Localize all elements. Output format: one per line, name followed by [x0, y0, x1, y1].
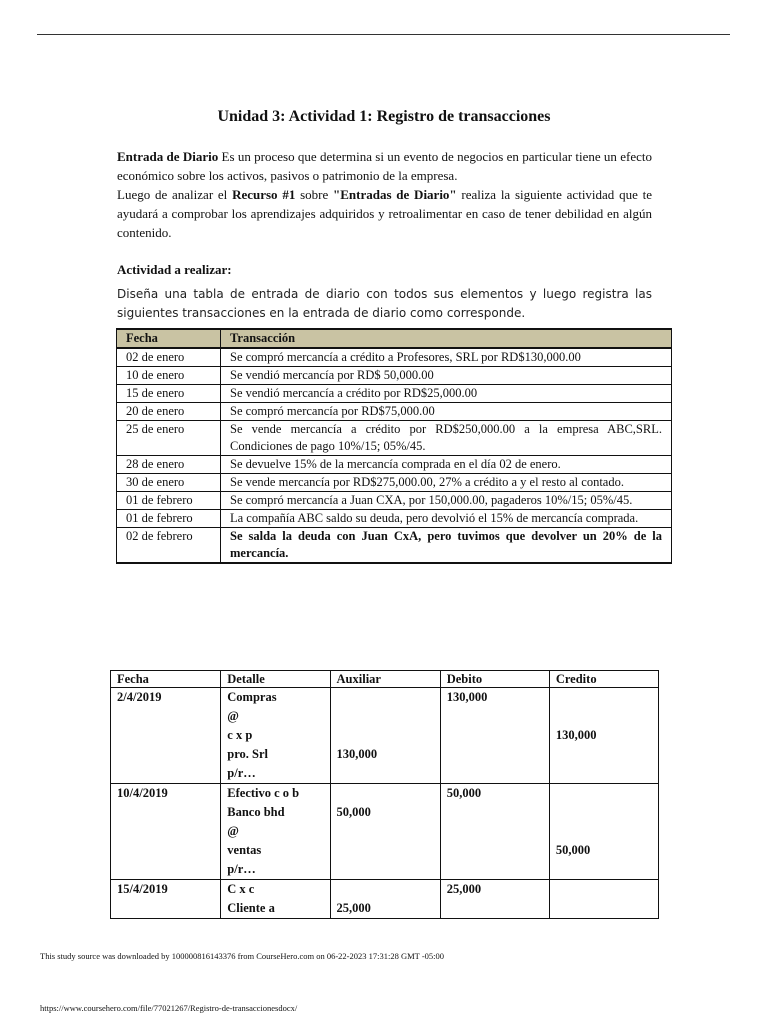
intro-text-a: Luego de analizar el: [117, 187, 233, 202]
table-row: [117, 510, 672, 528]
journal-credit: [549, 880, 658, 919]
transaction-date: 01 de febrero: [117, 510, 221, 528]
detail-line: Efectivo c o b: [227, 786, 300, 800]
intro-text-b: sobre: [295, 187, 334, 202]
intro-text-c: realiza la siguiente actividad que te ayudará a comprobar los aprendizajes adquiridos y retroalimentar en caso de tener debilidad en algún contenido.: [117, 187, 652, 240]
detail-line: Banco bhd: [227, 805, 285, 819]
debit-value: 50,000: [446, 786, 482, 800]
transaction-date: 10 de enero: [117, 367, 221, 385]
transaction-text: La compañía ABC saldo su deuda, pero devolvió el 15% de mercancía comprada.: [221, 510, 672, 528]
detail-line: ventas: [227, 843, 262, 857]
journal-header-detail: Detalle: [221, 671, 330, 688]
detail-line: Compras: [227, 690, 277, 704]
journal-header-credit: Credito: [549, 671, 658, 688]
journal-date: 2/4/2019: [111, 688, 221, 784]
table-row: [117, 367, 672, 385]
transaction-date: 25 de enero: [117, 421, 221, 456]
transaction-date: 30 de enero: [117, 474, 221, 492]
journal-auxiliary: [330, 880, 440, 919]
journal-auxiliary: [330, 688, 440, 784]
table-row: [117, 492, 672, 510]
detail-line: @: [227, 824, 239, 838]
download-notice: This study source was downloaded by 100000816143376 from CourseHero.com on 06-22-2023 17:31:28 GMT -05:00: [40, 951, 445, 961]
journal-debit: [440, 880, 549, 919]
table-row: [117, 456, 672, 474]
detail-line: p/r…: [227, 862, 256, 876]
detail-line: Cliente a: [227, 901, 275, 915]
journal-table: [110, 670, 659, 919]
table-row: [117, 474, 672, 492]
transaction-text: Se devuelve 15% de la mercancía comprada en el día 02 de enero.: [221, 456, 672, 474]
credit-value: 130,000: [555, 728, 597, 742]
source-url: https://www.coursehero.com/file/77021267/Registro-de-transaccionesdocx/: [40, 1003, 298, 1013]
journal-header-debit: Debito: [440, 671, 549, 688]
auxiliary-value: 50,000: [336, 805, 371, 819]
intro-term: Entrada de Diario: [117, 149, 219, 164]
top-rule: [37, 34, 730, 35]
detail-line: p/r…: [227, 766, 256, 780]
transaction-date: 20 de enero: [117, 403, 221, 421]
transactions-header-transaction: Transacción: [221, 329, 672, 348]
transaction-text: Se vendió mercancía por RD$ 50,000.00: [221, 367, 672, 385]
journal-detail: [221, 784, 330, 880]
journal-date: 10/4/2019: [111, 784, 221, 880]
detail-line: c x p: [227, 728, 253, 742]
intro-resource-title: "Entradas de Diario": [333, 187, 457, 202]
detail-line: C x c: [227, 882, 255, 896]
transaction-date: 01 de febrero: [117, 492, 221, 510]
debit-value: 25,000: [446, 882, 482, 896]
instructions: Diseña una tabla de entrada de diario con todos sus elementos y luego registra las siguientes transacciones en la entrada de diario como corresponde.: [117, 287, 652, 320]
journal-auxiliary: [330, 784, 440, 880]
journal-credit: [549, 784, 658, 880]
auxiliary-value: 130,000: [336, 747, 378, 761]
activity-heading: Actividad a realizar:: [117, 262, 232, 277]
table-row: [117, 348, 672, 367]
detail-line: @: [227, 709, 239, 723]
journal-credit: [549, 688, 658, 784]
auxiliary-value: 25,000: [336, 901, 371, 915]
intro-paragraph: [117, 147, 652, 242]
transaction-date: 02 de febrero: [117, 528, 221, 564]
journal-header-date: Fecha: [111, 671, 221, 688]
detail-line: pro. Srl: [227, 747, 269, 761]
transaction-date: 15 de enero: [117, 385, 221, 403]
transaction-text: Se compró mercancía a Juan CXA, por 150,000.00, pagaderos 10%/15; 05%/45.: [221, 492, 672, 510]
transaction-text: Se vende mercancía por RD$275,000.00, 27% a crédito a y el resto al contado.: [221, 474, 672, 492]
journal-header-auxiliary: Auxiliar: [330, 671, 440, 688]
journal-debit: [440, 784, 549, 880]
transaction-text: Se compró mercancía por RD$75,000.00: [221, 403, 672, 421]
table-row: [117, 421, 672, 456]
transaction-date: 02 de enero: [117, 348, 221, 367]
transaction-text: Se vendió mercancía a crédito por RD$25,000.00: [221, 385, 672, 403]
journal-detail: [221, 688, 330, 784]
journal-row: [111, 880, 659, 919]
transaction-text: Se compró mercancía a crédito a Profesores, SRL por RD$130,000.00: [221, 348, 672, 367]
journal-detail: [221, 880, 330, 919]
transaction-date: 28 de enero: [117, 456, 221, 474]
transactions-header-date: Fecha: [117, 329, 221, 348]
document-title: Unidad 3: Actividad 1: Registro de transacciones: [217, 108, 551, 125]
debit-value: 130,000: [446, 690, 488, 704]
journal-row: [111, 688, 659, 784]
transactions-table: [116, 328, 672, 564]
journal-debit: [440, 688, 549, 784]
journal-row: [111, 784, 659, 880]
credit-value: 50,000: [555, 843, 591, 857]
table-row: [117, 385, 672, 403]
table-row: [117, 528, 672, 564]
journal-date: 15/4/2019: [111, 880, 221, 919]
intro-definition: Es un proceso que determina si un evento de negocios en particular tiene un efecto económico sobre los activos, pasivos o patrimonio de la empresa.: [117, 149, 652, 183]
table-row: [117, 403, 672, 421]
transaction-text: Se salda la deuda con Juan CxA, pero tuvimos que devolver un 20% de la mercancía.: [221, 528, 672, 564]
intro-resource: Recurso #1: [232, 187, 296, 202]
transaction-text: Se vende mercancía a crédito por RD$250,000.00 a la empresa ABC,SRL. Condiciones de pago 10%/15; 05%/45.: [221, 421, 672, 456]
